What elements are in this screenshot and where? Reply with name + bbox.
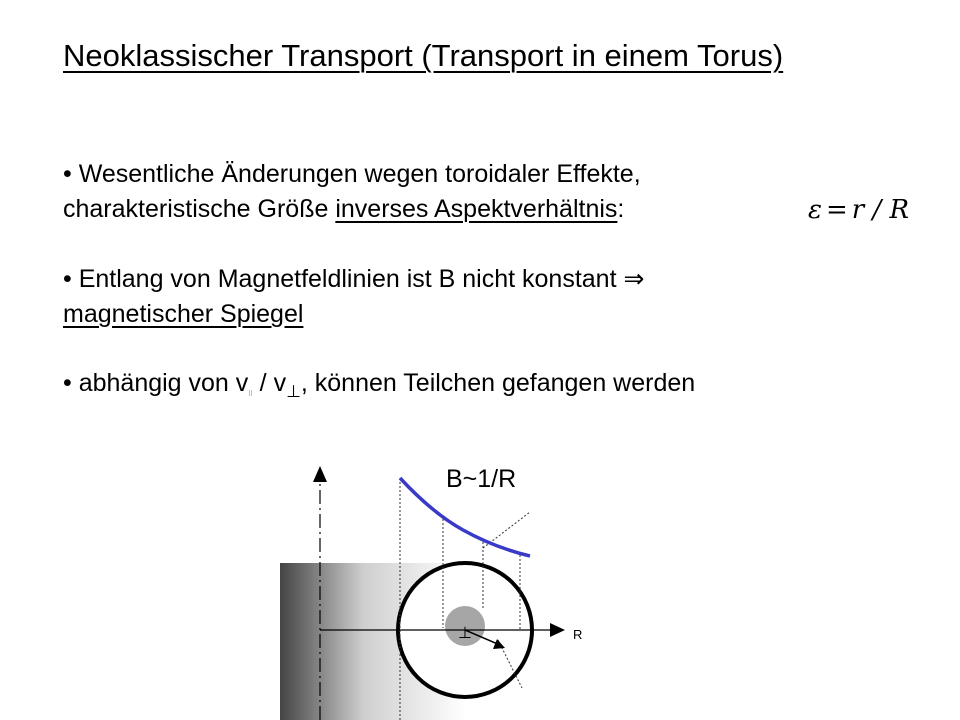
formula-epsilon: ε bbox=[808, 195, 822, 225]
formula-ratio: r / R bbox=[851, 195, 910, 225]
aspect-ratio-term: inverses Aspektverhältnis bbox=[335, 195, 618, 223]
bullet-trapped-prefix: • abhängig von v bbox=[63, 369, 249, 397]
perpendicular-subscript: ⊥ bbox=[286, 382, 301, 401]
radius-axis-label: R bbox=[573, 627, 583, 642]
curve-label: B~1/R bbox=[446, 465, 517, 493]
bullet-toroidal-prefix: charakteristische Größe bbox=[63, 195, 336, 223]
axis-arrow-right-icon bbox=[550, 623, 565, 637]
parallel-subscript: II bbox=[248, 389, 253, 398]
magnetic-mirror-term: magnetischer Spiegel bbox=[63, 300, 304, 328]
bullet-trapped-slash: / v bbox=[252, 369, 287, 397]
perpendicular-mark: ⊥ bbox=[458, 623, 472, 642]
bullet-toroidal-line1: • Wesentliche Änderungen wegen toroidaler Effekte, bbox=[63, 160, 641, 188]
bullet-toroidal-colon: : bbox=[617, 195, 625, 223]
bullet-trapped-suffix: , können Teilchen gefangen werden bbox=[300, 369, 696, 397]
formula-equals: = bbox=[825, 195, 848, 225]
axis-arrow-up-icon bbox=[313, 466, 327, 482]
implies-arrow-icon: ⇒ bbox=[623, 265, 645, 293]
bullet-mirror-text: • Entlang von Magnetfeldlinien ist B nicht konstant bbox=[63, 265, 624, 293]
page-title: Neoklassischer Transport (Transport in einem Torus) bbox=[63, 38, 784, 73]
